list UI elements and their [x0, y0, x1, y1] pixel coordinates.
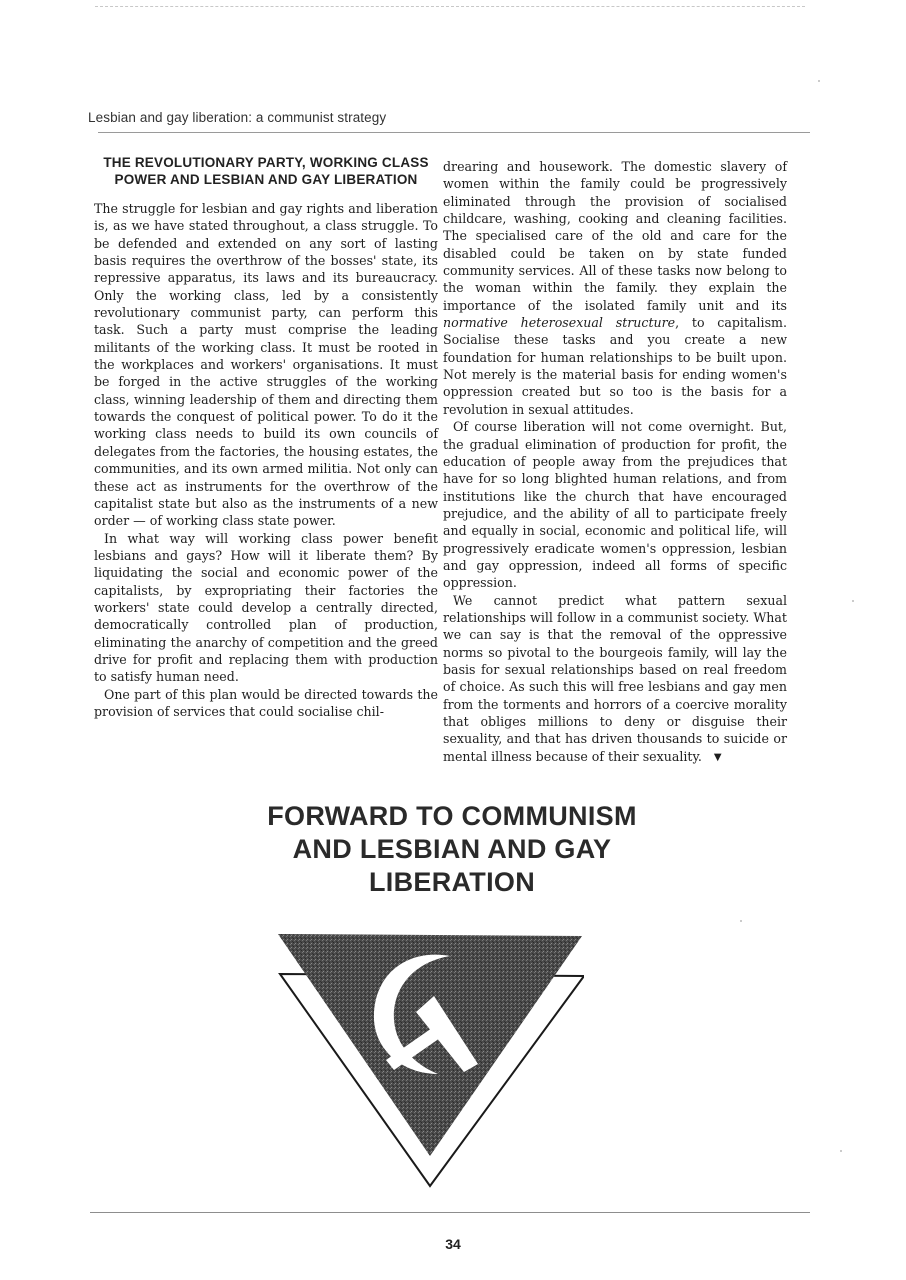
end-of-article-icon: ▼ — [713, 751, 722, 763]
paragraph: One part of this plan would be directed towards the provision of services that could socialise chil- — [94, 686, 438, 719]
hammer-and-sickle-triangle-icon — [278, 928, 584, 1190]
scan-speck — [852, 600, 854, 602]
footer-rule — [90, 1212, 810, 1213]
scan-speck — [840, 1150, 842, 1152]
filled-triangle — [278, 934, 582, 1156]
paragraph — [443, 158, 787, 418]
header-rule — [98, 132, 810, 133]
slogan-line: FORWARD TO COMMUNISM — [267, 801, 637, 831]
slogan-line: AND LESBIAN AND GAY — [292, 834, 612, 864]
paragraph: Of course liberation will not come overnight. But, the gradual elimination of production for profit, the education of people away from the prejudices that have for so long blighted human relations, and from institutions like the church that have encouraged prejudice, and the ability of all to participate freely and equally in social, economic and political life, will progressively eradicate women's oppression, lesbian and gay oppression, indeed all forms of specific oppression. — [443, 419, 787, 591]
paragraph: The struggle for lesbian and gay rights and liberation is, as we have stated throughout, a class struggle. To be defended and extended on any sort of lasting basis requires the overthrow of the bosses' state, its repressive apparatus, its laws and its bureaucracy. Only the working class, led by a consistently revolutionary communist party, can perform this task. Such a party must comprise the leading militants of the working class. It must be rooted in the workplaces and workers' organisations. It must be forged in the active struggles of the working class, winning leadership of them and directing them towards the conquest of political power. To do it the working class needs to build its own councils of delegates from the factories, the housing estates, the communities, and its own armed militia. Not only can these act as instruments for the overthrow of the capitalist state but also as the instruments of a new order — of working class state power. — [94, 201, 438, 529]
scan-edge-mark — [95, 6, 805, 7]
paragraph: In what way will working class power benefit lesbians and gays? How will it liberate them? By liquidating the social and economic power of the capitalists, by expropriating their factories the workers' state could develop a centrally directed, democratically controlled plan of production, eliminating the anarchy of competition and the greed drive for profit and replacing them with production to satisfy human need. — [94, 530, 438, 685]
right-column — [443, 158, 787, 766]
paragraph — [443, 592, 787, 766]
italic-phrase: normative heterosexual structure — [443, 315, 676, 331]
page-number: 34 — [445, 1236, 461, 1252]
scan-speck — [818, 80, 820, 82]
left-column — [94, 154, 438, 720]
text-run: , to capitalism. Socialise these tasks and you create a new foundation for human relationships to be built upon. Not merely is the material basis for ending women's oppression created but so too is the basis for a revolution in sexual attitudes. — [443, 315, 787, 417]
scan-speck — [740, 920, 742, 922]
slogan-heading — [180, 800, 724, 899]
text-run: We cannot predict what pattern sexual relationships will follow in a communist society. What we can say is that the removal of the oppressive norms so pivotal to the bourgeois family, will lay the basis for sexual relationships based on real freedom of choice. As such this will free lesbians and gay men from the torments and horrors of a coercive morality that obliges millions to deny or disguise their sexuality, and that has driven thousands to suicide or mental illness because of their sexuality. — [443, 592, 787, 764]
section-title: THE REVOLUTIONARY PARTY, WORKING CLASS POWER AND LESBIAN AND GAY LIBERATION — [103, 155, 429, 187]
running-head: Lesbian and gay liberation: a communist strategy — [88, 110, 387, 125]
text-run: drearing and housework. The domestic slavery of women within the family could be progressively eliminated through the provision of socialised childcare, washing, cooking and cleaning facilities. The specialised care of the old and care for the disabled could be taken on by state funded community services. All of these tasks now belong to the woman within the family. they explain the importance of the isolated family unit and its — [443, 159, 787, 313]
slogan-line: LIBERATION — [369, 867, 535, 897]
